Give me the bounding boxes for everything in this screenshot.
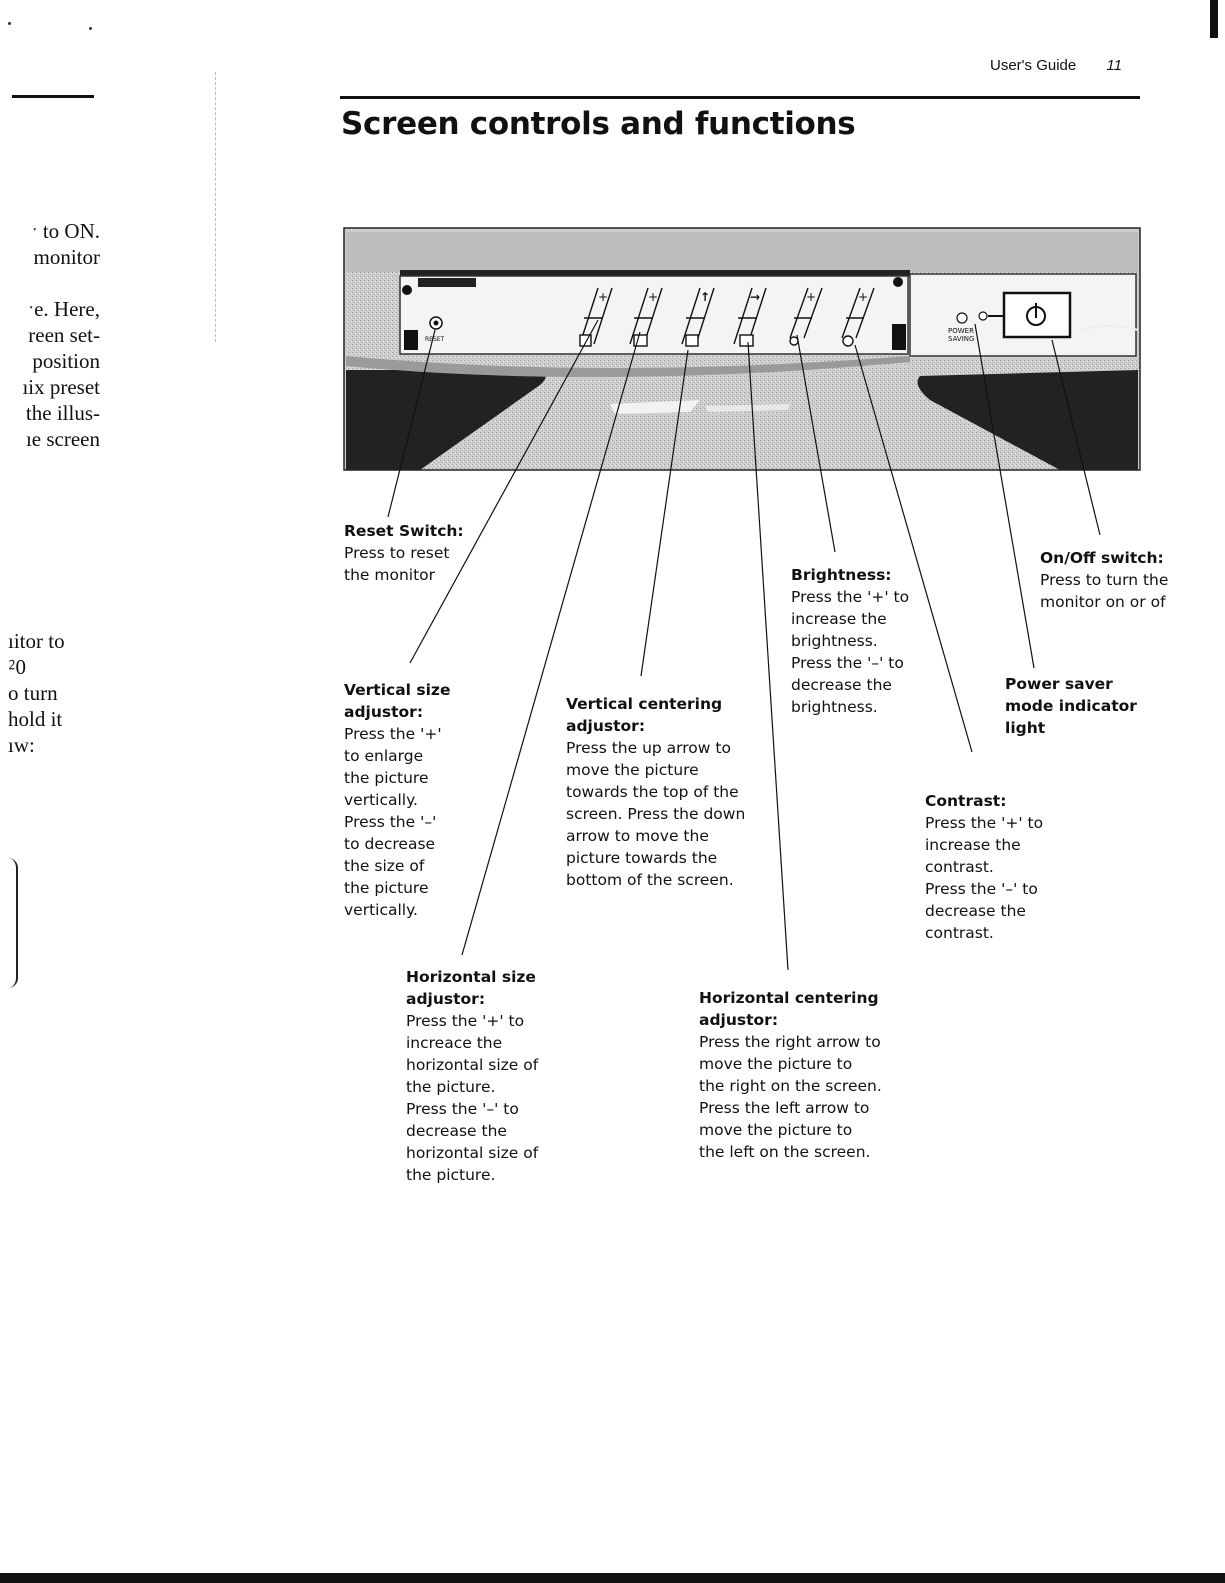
callout-body: Press the '+' to increase the brightness. Press the '–' to decrease the brightness. xyxy=(791,588,910,716)
callout-title: Horizontal size adjustor: xyxy=(406,968,536,1008)
callout-title: Contrast: xyxy=(925,792,1007,810)
callout-contrast xyxy=(925,790,1043,944)
symbol-contrast: + xyxy=(858,290,869,304)
symbol-vertical-size: + xyxy=(598,290,609,304)
callout-body: Press the '+' to increase the contrast. Press the '–' to decrease the contrast. xyxy=(925,814,1044,942)
callout-title: Power saver mode indicator light xyxy=(1005,675,1137,737)
power-saving-label-2: SAVING xyxy=(948,335,975,343)
callout-body: Press the '+' to enlarge the picture vertically. Press the '–' to decrease the size of the picture vertically. xyxy=(344,725,442,919)
left-bleed-group-1: ˑ to ON. monitor ˑe. Here, reen set- position ıix preset the illus- ıe screen xyxy=(22,219,100,451)
reset-panel-label: RESET xyxy=(425,336,445,343)
left-bleed-group-2: ıitor to ⁲0 o turn hold it ıw: xyxy=(8,629,65,757)
callout-horizontal-size xyxy=(406,966,538,1186)
page-number: 11 xyxy=(1106,57,1122,74)
callout-title: Vertical centering adjustor: xyxy=(566,695,723,735)
callout-title: Horizontal centering adjustor: xyxy=(699,989,879,1029)
guide-label: User's Guide xyxy=(990,57,1077,74)
power-saving-light-icon xyxy=(957,313,967,323)
page-title: Screen controls and functions xyxy=(341,106,856,142)
symbol-brightness: + xyxy=(806,290,817,304)
callout-reset-switch xyxy=(344,520,464,586)
symbol-vertical-centering: ↑ xyxy=(700,290,711,304)
callout-body: Press to turn the monitor on or of xyxy=(1040,571,1169,611)
callout-title: Reset Switch: xyxy=(344,522,464,540)
bezel-strip xyxy=(346,232,1138,272)
callout-on-off-switch xyxy=(1040,547,1220,613)
symbol-horizontal-size: + xyxy=(648,290,659,304)
lid-screw-right xyxy=(893,277,903,287)
callout-title: On/Off switch: xyxy=(1040,549,1164,567)
callout-title: Vertical size adjustor: xyxy=(344,681,451,721)
callout-title: Brightness: xyxy=(791,566,892,584)
callout-body: Press the '+' to increace the horizontal size of the picture. Press the '–' to decrease the horizontal size of the picture. xyxy=(406,1012,539,1184)
callout-brightness xyxy=(791,564,909,718)
callout-body: Press to reset the monitor xyxy=(344,544,450,584)
callout-body: Press the right arrow to move the picture to the right on the screen. Press the left arrow to move the picture to the left on the screen. xyxy=(699,1033,882,1161)
callout-horizontal-centering xyxy=(699,987,882,1163)
callout-vertical-size xyxy=(344,679,450,921)
callout-vertical-centering xyxy=(566,693,745,891)
top-edge xyxy=(400,270,910,276)
power-saving-label-1: POWER xyxy=(948,327,974,335)
bottom-edge xyxy=(0,1573,1225,1583)
lid-screw-left xyxy=(402,285,412,295)
symbol-horizontal-centering: → xyxy=(750,290,761,304)
callout-power-saver xyxy=(1005,673,1137,739)
callout-body: Press the up arrow to move the picture towards the top of the screen. Press the down arrow to move the picture towards the bottom of the screen. xyxy=(566,739,746,889)
